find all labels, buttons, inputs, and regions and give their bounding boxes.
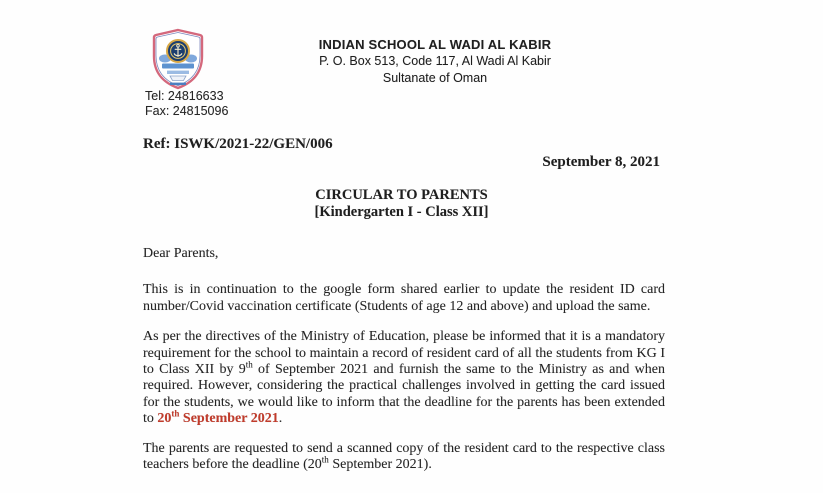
deadline-highlight-ordinal: th (171, 408, 180, 419)
para3-ordinal-1: th (321, 454, 329, 465)
school-address-line2: Sultanate of Oman (382, 71, 488, 85)
school-crest-icon (150, 28, 206, 90)
circular-title-block (143, 187, 660, 220)
letter-body (143, 246, 665, 473)
tel-number: Tel: 24816633 (145, 89, 224, 103)
letter-date: September 8, 2021 (542, 154, 660, 170)
school-address-line1: P. O. Box 513, Code 117, Al Wadi Al Kabir (319, 54, 551, 68)
paragraph-directives (143, 329, 665, 427)
para2-text-1: As per the directives of the Ministry of Education, please be informed that it is a mandatory requirement for the school to maintain a record of resident card of all the students from KG I to Class XII by 9 (143, 329, 665, 378)
circular-title: CIRCULAR TO PARENTS (315, 187, 488, 203)
circular-subtitle: [Kindergarten I - Class XII] (314, 203, 489, 220)
letterhead (240, 36, 630, 87)
para2-ordinal-1: th (245, 359, 253, 370)
ref-number: Ref: ISWK/2021-22/GEN/006 (143, 136, 333, 152)
para2-text-2: of September 2021 and furnish the same to the Ministry as and when required. However, considering the practical challenges involved in getting the card issued for the students, we would like to inform that the deadline for the parents has been extended to (143, 362, 665, 427)
paragraph-intro: This is in continuation to the google form shared earlier to update the resident ID card number/Covid vaccination certificate (Students of age 12 and above) and upload the same. (143, 282, 665, 314)
contact-block (145, 89, 228, 118)
school-crest-logo (150, 28, 206, 90)
paragraph-request (143, 441, 665, 474)
deadline-highlight-number: 20 (157, 411, 172, 427)
fax-number: Fax: 24815096 (145, 103, 229, 118)
para3-text-1: The parents are requested to send a scanned copy of the resident card to the respective class teachers before the deadline (20 (143, 440, 665, 473)
school-name: INDIAN SCHOOL AL WADI AL KABIR (318, 37, 552, 52)
para3-text-2: September 2021). (328, 457, 432, 473)
salutation: Dear Parents, (143, 246, 219, 261)
deadline-highlight-text: September 2021 (179, 411, 279, 427)
para2-text-3: . (278, 411, 283, 427)
